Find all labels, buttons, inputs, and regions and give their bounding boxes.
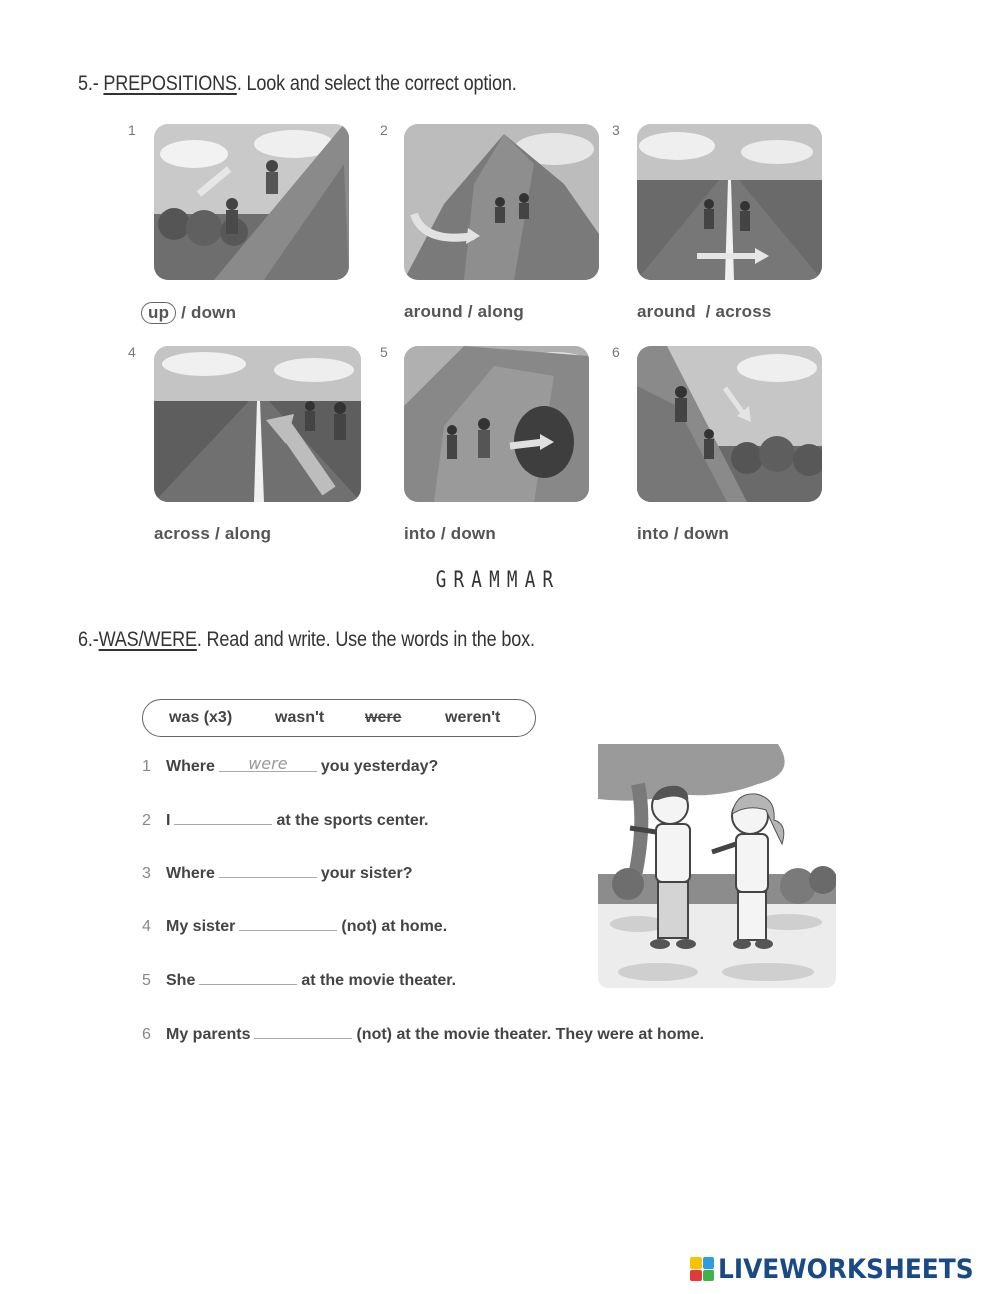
option-down[interactable]: down: [683, 524, 729, 543]
option-around[interactable]: around: [637, 302, 696, 321]
section-instruction: . Look and select the correct option.: [236, 72, 517, 95]
answer-blank[interactable]: [219, 862, 317, 878]
picture-6-hikers-down-mountain: [637, 346, 822, 502]
option-around[interactable]: around: [404, 302, 463, 321]
picture-number: 4: [128, 344, 136, 360]
picture-1-options: up / down: [148, 302, 236, 324]
word-box-item-used: were: [365, 709, 402, 726]
option-up-selected[interactable]: up: [141, 302, 176, 324]
exercise-row: 3 Where your sister?: [142, 862, 413, 883]
answer-blank[interactable]: [199, 969, 297, 985]
picture-number: 2: [380, 122, 388, 138]
picture-number: 5: [380, 344, 388, 360]
option-along[interactable]: along: [224, 524, 272, 543]
answer-blank[interactable]: [254, 1023, 352, 1039]
picture-2-hikers-around-mountain: [404, 124, 599, 280]
picture-5-options: into / down: [404, 524, 496, 543]
grammar-title: GRAMMAR: [435, 568, 561, 593]
option-down[interactable]: down: [190, 303, 237, 322]
picture-number: 3: [612, 122, 620, 138]
section-topic: WAS/WERE: [98, 628, 197, 651]
exercise-row: 2 I at the sports center.: [142, 809, 429, 830]
picture-5-hikers-into-cave: [404, 346, 589, 502]
section-number: 6.-: [78, 628, 99, 651]
picture-2-options: around / along: [404, 302, 524, 321]
picture-number: 1: [128, 122, 136, 138]
option-into[interactable]: into: [637, 524, 669, 543]
word-box-item: was (x3): [169, 709, 233, 726]
exercise-row: 6 My parents (not) at the movie theater. They were at home.: [142, 1023, 704, 1044]
picture-4-options: across / along: [154, 524, 272, 543]
picture-6-options: into / down: [637, 524, 729, 543]
section-5-heading: [78, 72, 517, 96]
picture-3-hikers-across-road: [637, 124, 822, 280]
exercise-row: 1 Where were you yesterday?: [142, 754, 439, 775]
answer-blank[interactable]: were: [219, 756, 317, 772]
picture-number: 6: [612, 344, 620, 360]
picture-4-hikers-along-road: [154, 346, 361, 502]
answer-blank[interactable]: [174, 809, 272, 825]
option-along[interactable]: along: [477, 302, 524, 321]
picture-3-options: around / across: [637, 302, 772, 321]
section-6-heading: [78, 628, 535, 652]
logo-mark-icon: [690, 1257, 714, 1281]
liveworksheets-logo[interactable]: [690, 1253, 996, 1285]
option-across[interactable]: across: [715, 302, 772, 321]
word-box-item: wasn't: [275, 709, 325, 726]
word-box-item: weren't: [445, 709, 501, 726]
option-down[interactable]: down: [450, 524, 496, 543]
answer-blank[interactable]: [239, 915, 337, 931]
section-instruction: . Read and write. Use the words in the box.: [196, 628, 535, 651]
picture-1-hikers-up-mountain: [154, 124, 349, 280]
option-across[interactable]: across: [154, 524, 211, 543]
exercise-row: 5 She at the movie theater.: [142, 969, 456, 990]
section-topic: PREPOSITIONS: [103, 72, 237, 95]
option-into[interactable]: into: [404, 524, 436, 543]
exercise-row: 4 My sister (not) at home.: [142, 915, 447, 936]
logo-text: LIVEWORKSHEETS: [718, 1253, 974, 1285]
kids-talking-illustration: [598, 744, 836, 988]
section-number: 5.-: [78, 72, 99, 95]
word-box: [142, 699, 536, 737]
